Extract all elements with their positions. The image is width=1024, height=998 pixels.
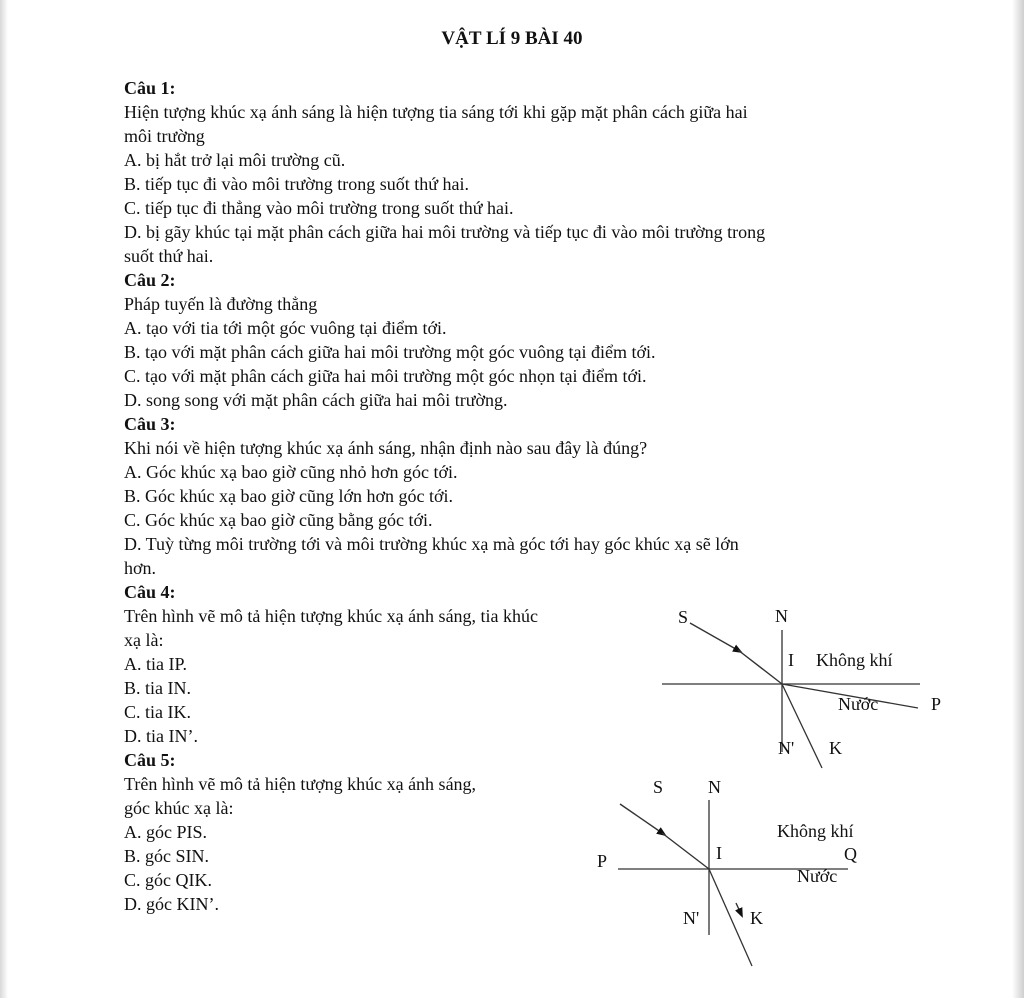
question-5-option-c: C. góc QIK. [124,870,212,890]
question-3-option-d: D. Tuỳ từng môi trường tới và môi trường khúc xạ mà góc tới hay góc khúc xạ sẽ lớn [124,534,739,554]
fig2-label-n: N [708,777,721,797]
question-2-option-c: C. tạo với mặt phân cách giữa hai môi trường một góc nhọn tại điểm tới. [124,366,647,386]
question-3-option-c: C. Góc khúc xạ bao giờ cũng bằng góc tới. [124,510,433,530]
fig1-label-k: K [829,738,842,758]
question-5-option-a: A. góc PIS. [124,822,208,842]
question-3-option-b: B. Góc khúc xạ bao giờ cũng lớn hơn góc tới. [124,486,454,506]
fig2-label-p: P [597,851,608,871]
question-1-stem-line-1: Hiện tượng khúc xạ ánh sáng là hiện tượng tia sáng tới khi gặp mặt phân cách giữa hai [124,102,748,122]
question-1-option-a: A. bị hắt trở lại môi trường cũ. [124,150,346,170]
fig2-label-s: S [653,777,664,797]
fig2-label-n-prime: N' [683,908,700,928]
fig2-label-k: K [750,908,763,928]
question-4-option-b: B. tia IN. [124,678,191,698]
fig1-label-s: S [678,607,689,627]
fig2-label-q: Q [844,844,857,864]
question-3-stem: Khi nói về hiện tượng khúc xạ ánh sáng, nhận định nào sau đây là đúng? [124,438,648,458]
question-2-option-a: A. tạo với tia tới một góc vuông tại điểm tới. [124,318,447,338]
question-2-option-b: B. tạo với mặt phân cách giữa hai môi trường một góc vuông tại điểm tới. [124,342,656,362]
question-5-stem-line-1: Trên hình vẽ mô tả hiện tượng khúc xạ ánh sáng, [124,774,477,794]
fig1-label-water: Nước [838,694,879,714]
question-4-option-d: D. tia IN’. [124,726,198,746]
fig1-label-p: P [931,694,942,714]
question-4-option-c: C. tia IK. [124,702,191,722]
fig2-label-air: Không khí [777,821,854,841]
fig2-label-i: I [716,843,722,863]
fig2-incident-ray [662,833,709,869]
question-1-option-d: D. bị gãy khúc tại mặt phân cách giữa hai môi trường và tiếp tục đi vào môi trường trong [124,222,766,242]
question-2-stem: Pháp tuyến là đường thẳng [124,294,318,314]
figure-2-question-5 [597,777,857,966]
fig2-refracted-ray-arrow [736,903,742,916]
question-4-stem-line-1: Trên hình vẽ mô tả hiện tượng khúc xạ ánh sáng, tia khúc [124,606,539,626]
question-2-option-d: D. song song với mặt phân cách giữa hai môi trường. [124,390,508,410]
question-5-option-b: B. góc SIN. [124,846,209,866]
question-4-stem-line-2: xạ là: [124,630,164,650]
fig1-label-air: Không khí [816,650,893,670]
question-5-stem-line-2: góc khúc xạ là: [124,798,234,818]
question-1-option-d-cont: suốt thứ hai. [124,246,214,266]
fig1-incident-ray-arrow [690,623,741,652]
question-1-option-b: B. tiếp tục đi vào môi trường trong suốt thứ hai. [124,174,469,194]
fig2-refracted-ray [709,869,752,966]
fig1-label-n-prime: N' [778,738,795,758]
question-1-stem-line-2: môi trường [124,126,205,146]
fig1-label-n: N [775,606,788,626]
question-2-heading: Câu 2: [124,270,176,290]
fig1-incident-ray [738,650,782,684]
question-1-heading: Câu 1: [124,78,176,98]
fig2-incident-ray-arrow [620,804,665,835]
question-5-option-d: D. góc KIN’. [124,894,219,914]
question-1-option-c: C. tiếp tục đi thẳng vào môi trường trong suốt thứ hai. [124,198,514,218]
fig2-label-water: Nước [797,866,838,886]
question-3-option-d-cont: hơn. [124,558,157,578]
figure-1-question-4 [662,606,941,768]
question-5-heading: Câu 5: [124,750,176,770]
question-4-option-a: A. tia IP. [124,654,187,674]
question-3-option-a: A. Góc khúc xạ bao giờ cũng nhỏ hơn góc tới. [124,462,458,482]
fig1-label-i: I [788,650,794,670]
question-4-heading: Câu 4: [124,582,176,602]
question-3-heading: Câu 3: [124,414,176,434]
page-title: VẬT LÍ 9 BÀI 40 [441,28,583,49]
